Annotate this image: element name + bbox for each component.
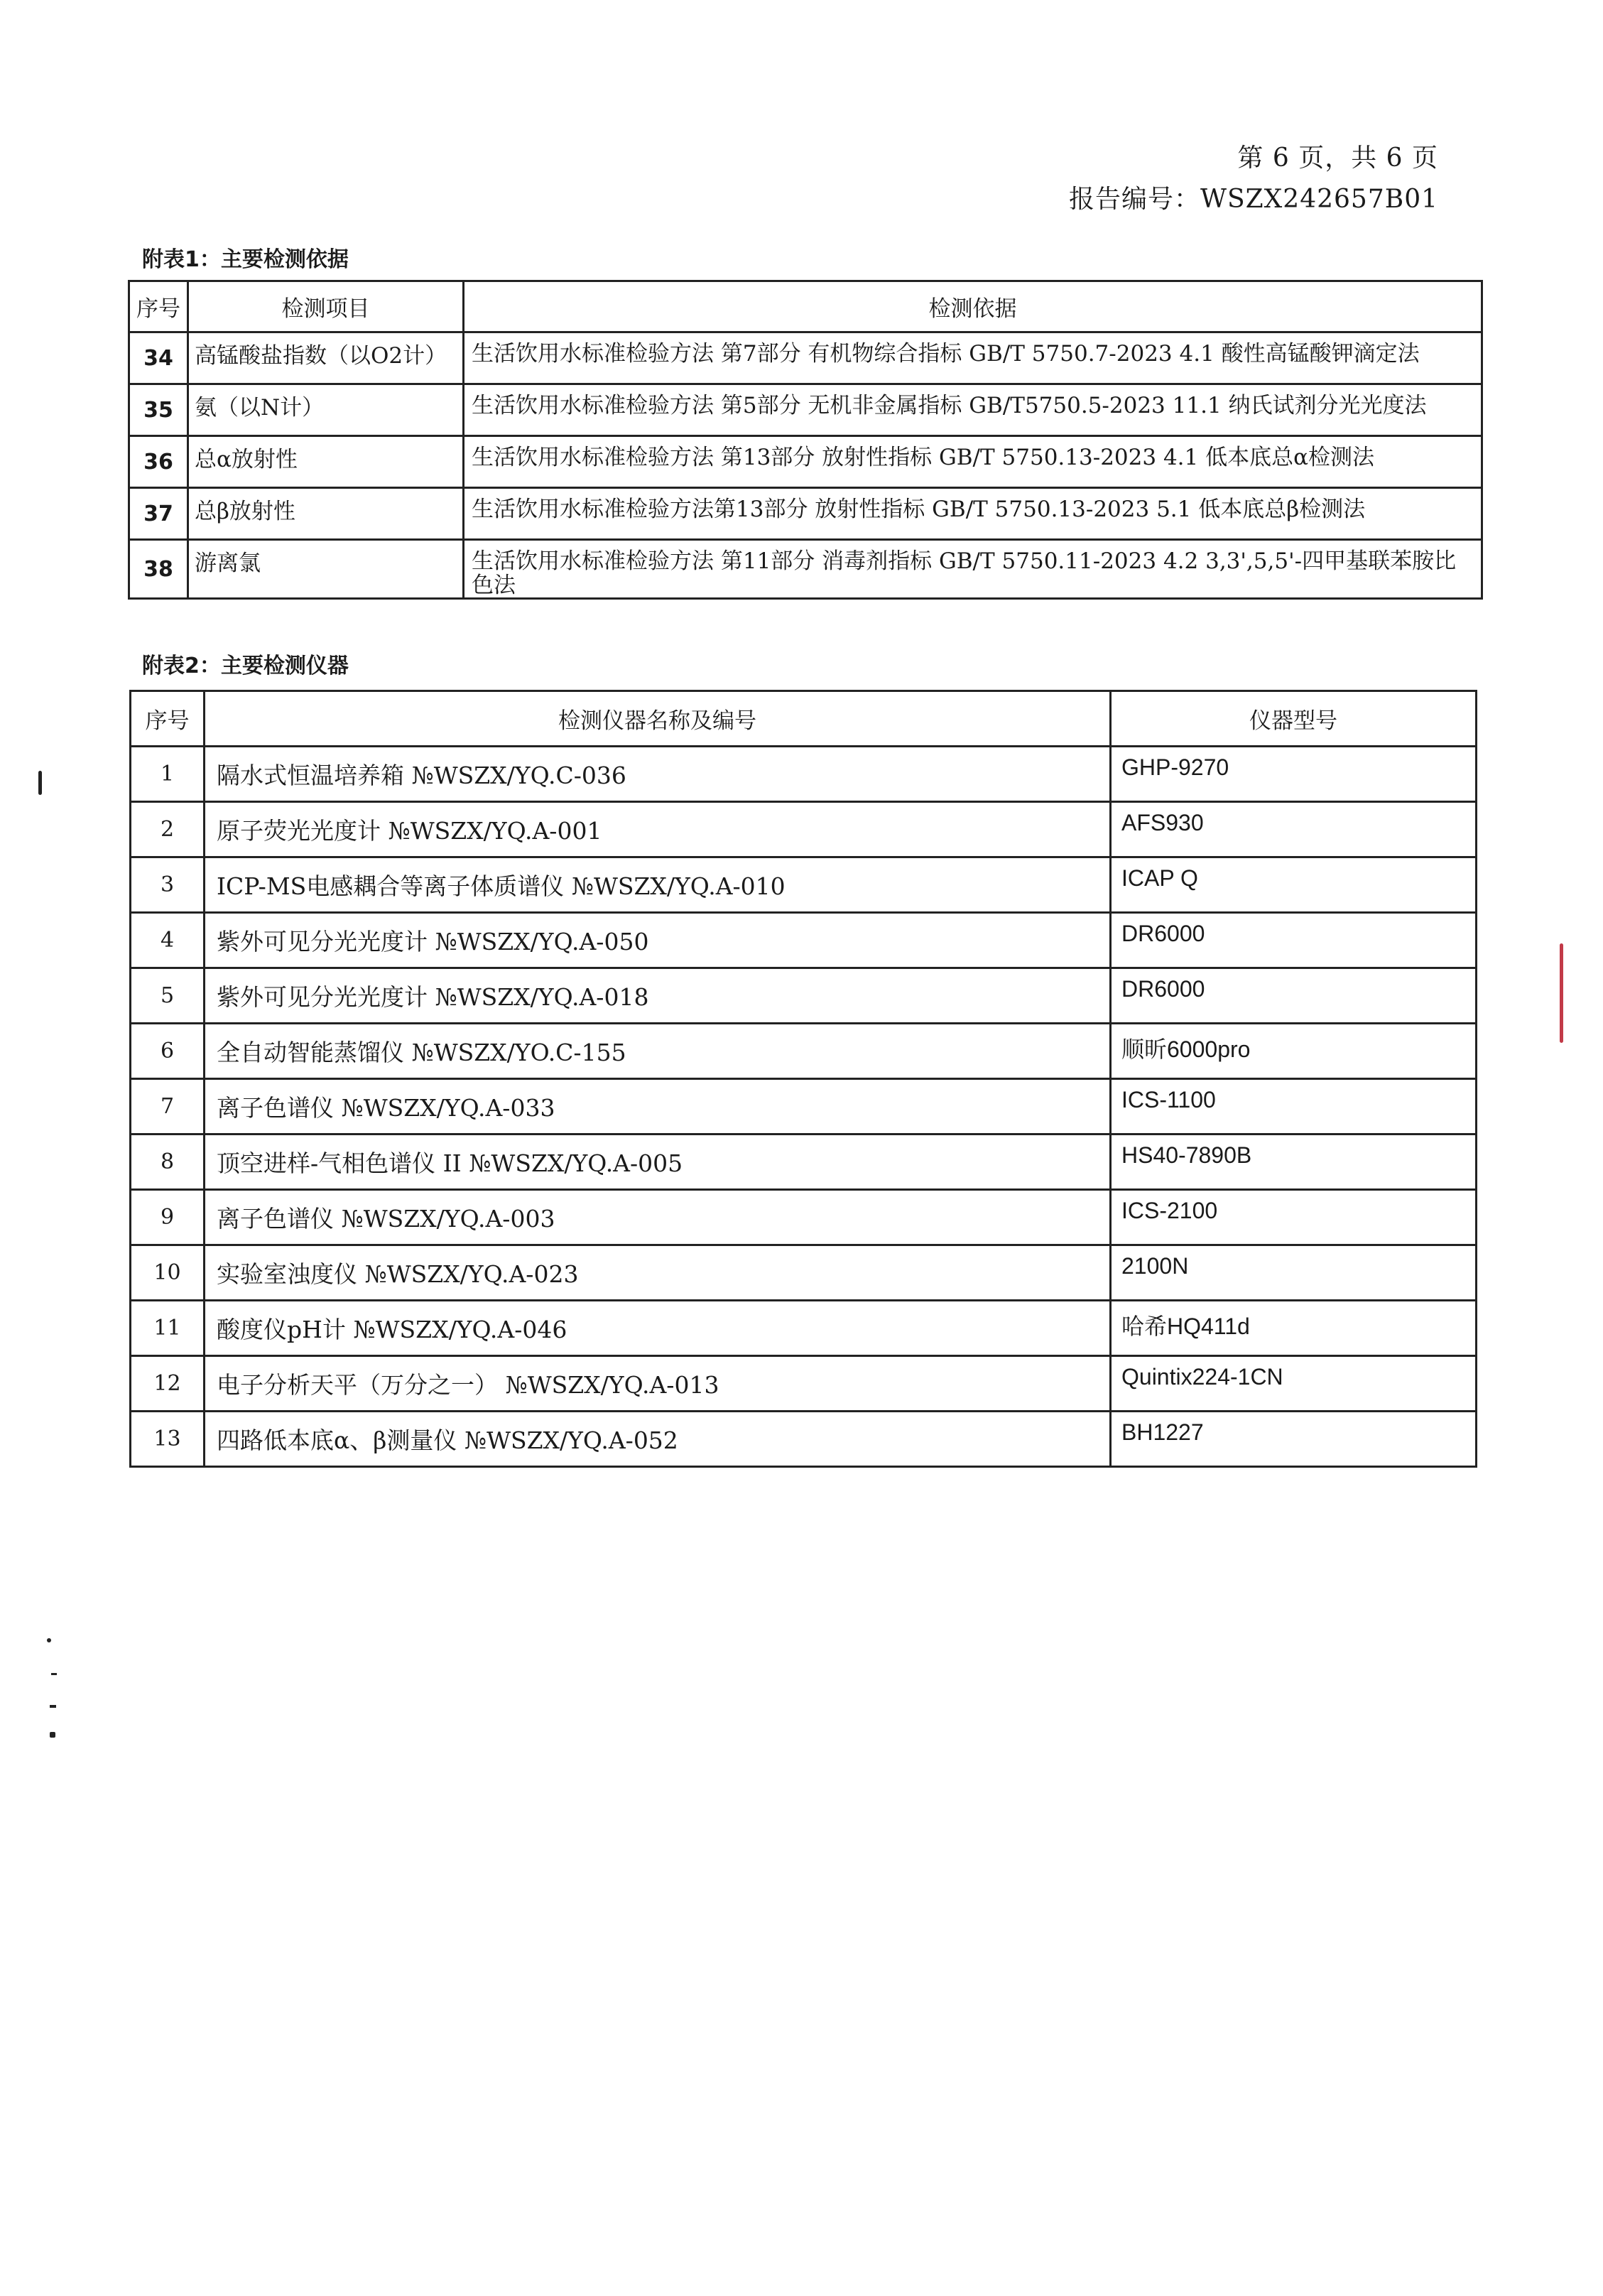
instrument-name: 全自动智能蒸馏仪 №WSZX/YO.C-155: [205, 1024, 1111, 1079]
row-number: 6: [131, 1024, 205, 1079]
instrument-name: 实验室浊度仪 №WSZX/YQ.A-023: [205, 1245, 1111, 1301]
test-item: 总β放射性: [188, 488, 464, 540]
instrument-model: HS40-7890B: [1111, 1135, 1477, 1190]
instrument-model: BH1227: [1111, 1412, 1477, 1467]
red-stamp-mark: [1560, 943, 1563, 1043]
test-item: 总α放射性: [188, 436, 464, 488]
column-header-instrument: 检测仪器名称及编号: [205, 691, 1111, 747]
instrument-name: ICP-MS电感耦合等离子体质谱仪 №WSZX/YQ.A-010: [205, 857, 1111, 913]
table-header-row: [131, 691, 1477, 747]
appendix1-table: [128, 280, 1483, 600]
table-row: [131, 1079, 1477, 1135]
table-row: [131, 1135, 1477, 1190]
instrument-model: AFS930: [1111, 802, 1477, 857]
page-info: 第 6 页，共 6 页: [1237, 144, 1438, 173]
appendix2-title: 附表2：主要检测仪器: [142, 654, 349, 678]
table-row: [129, 332, 1482, 384]
instrument-model: Quintix224-1CN: [1111, 1356, 1477, 1412]
row-number: 8: [131, 1135, 205, 1190]
row-number: 3: [131, 857, 205, 913]
test-basis: 生活饮用水标准检验方法 第11部分 消毒剂指标 GB/T 5750.11-2023 4.2 3,3',5,5'-四甲基联苯胺比色法: [464, 540, 1482, 599]
instrument-name: 四路低本底α、β测量仪 №WSZX/YQ.A-052: [205, 1412, 1111, 1467]
row-number: 11: [131, 1301, 205, 1356]
instrument-name: 隔水式恒温培养箱 №WSZX/YQ.C-036: [205, 747, 1111, 802]
row-number: 13: [131, 1412, 205, 1467]
row-number: 1: [131, 747, 205, 802]
scan-dot: [50, 1732, 55, 1738]
test-basis: 生活饮用水标准检验方法 第5部分 无机非金属指标 GB/T5750.5-2023 11.1 纳氏试剂分光光度法: [464, 384, 1482, 436]
appendix2-table: [129, 690, 1477, 1468]
row-number: 36: [129, 436, 188, 488]
instrument-name: 酸度仪pH计 №WSZX/YQ.A-046: [205, 1301, 1111, 1356]
report-number: 报告编号：WSZX242657B01: [1069, 185, 1438, 214]
table-row: [131, 968, 1477, 1024]
test-item: 游离氯: [188, 540, 464, 599]
instrument-name: 紫外可见分光光度计 №WSZX/YQ.A-018: [205, 968, 1111, 1024]
table-header-row: [129, 281, 1482, 332]
row-number: 35: [129, 384, 188, 436]
instrument-model: ICAP Q: [1111, 857, 1477, 913]
table-row: [131, 747, 1477, 802]
instrument-name: 电子分析天平（万分之一） №WSZX/YQ.A-013: [205, 1356, 1111, 1412]
column-header-no: 序号: [131, 691, 205, 747]
instrument-name: 紫外可见分光光度计 №WSZX/YQ.A-050: [205, 913, 1111, 968]
scan-dot: [51, 1673, 57, 1675]
table-row: [131, 1245, 1477, 1301]
instrument-model: ICS-1100: [1111, 1079, 1477, 1135]
test-basis: 生活饮用水标准检验方法 第13部分 放射性指标 GB/T 5750.13-2023 4.1 低本底总α检测法: [464, 436, 1482, 488]
table-row: [131, 913, 1477, 968]
test-basis: 生活饮用水标准检验方法第13部分 放射性指标 GB/T 5750.13-2023 5.1 低本底总β检测法: [464, 488, 1482, 540]
row-number: 7: [131, 1079, 205, 1135]
row-number: 12: [131, 1356, 205, 1412]
scan-mark: [38, 771, 42, 795]
scan-dot: [50, 1705, 56, 1708]
column-header-basis: 检测依据: [464, 281, 1482, 332]
row-number: 37: [129, 488, 188, 540]
table-row: [131, 857, 1477, 913]
instrument-name: 离子色谱仪 №WSZX/YQ.A-003: [205, 1190, 1111, 1245]
table-row: [129, 436, 1482, 488]
table-row: [129, 540, 1482, 599]
instrument-model: DR6000: [1111, 913, 1477, 968]
instrument-name: 原子荧光光度计 №WSZX/YQ.A-001: [205, 802, 1111, 857]
scan-dot: [47, 1638, 51, 1642]
row-number: 10: [131, 1245, 205, 1301]
instrument-model: GHP-9270: [1111, 747, 1477, 802]
instrument-model: 2100N: [1111, 1245, 1477, 1301]
instrument-model: 顺昕6000pro: [1111, 1024, 1477, 1079]
test-basis: 生活饮用水标准检验方法 第7部分 有机物综合指标 GB/T 5750.7-2023 4.1 酸性高锰酸钾滴定法: [464, 332, 1482, 384]
table-row: [131, 802, 1477, 857]
column-header-no: 序号: [129, 281, 188, 332]
instrument-name: 离子色谱仪 №WSZX/YQ.A-033: [205, 1079, 1111, 1135]
row-number: 5: [131, 968, 205, 1024]
row-number: 34: [129, 332, 188, 384]
instrument-model: ICS-2100: [1111, 1190, 1477, 1245]
table-row: [131, 1301, 1477, 1356]
table-row: [131, 1356, 1477, 1412]
column-header-item: 检测项目: [188, 281, 464, 332]
instrument-model: 哈希HQ411d: [1111, 1301, 1477, 1356]
table-row: [129, 384, 1482, 436]
column-header-model: 仪器型号: [1111, 691, 1477, 747]
row-number: 9: [131, 1190, 205, 1245]
page-header: [1069, 136, 1438, 222]
row-number: 4: [131, 913, 205, 968]
table-row: [129, 488, 1482, 540]
test-item: 氨（以N计）: [188, 384, 464, 436]
table-row: [131, 1190, 1477, 1245]
row-number: 2: [131, 802, 205, 857]
row-number: 38: [129, 540, 188, 599]
instrument-name: 顶空进样-气相色谱仪 II №WSZX/YQ.A-005: [205, 1135, 1111, 1190]
appendix1-title: 附表1：主要检测依据: [142, 247, 349, 272]
table-row: [131, 1412, 1477, 1467]
table-row: [131, 1024, 1477, 1079]
test-item: 高锰酸盐指数（以O2计）: [188, 332, 464, 384]
instrument-model: DR6000: [1111, 968, 1477, 1024]
